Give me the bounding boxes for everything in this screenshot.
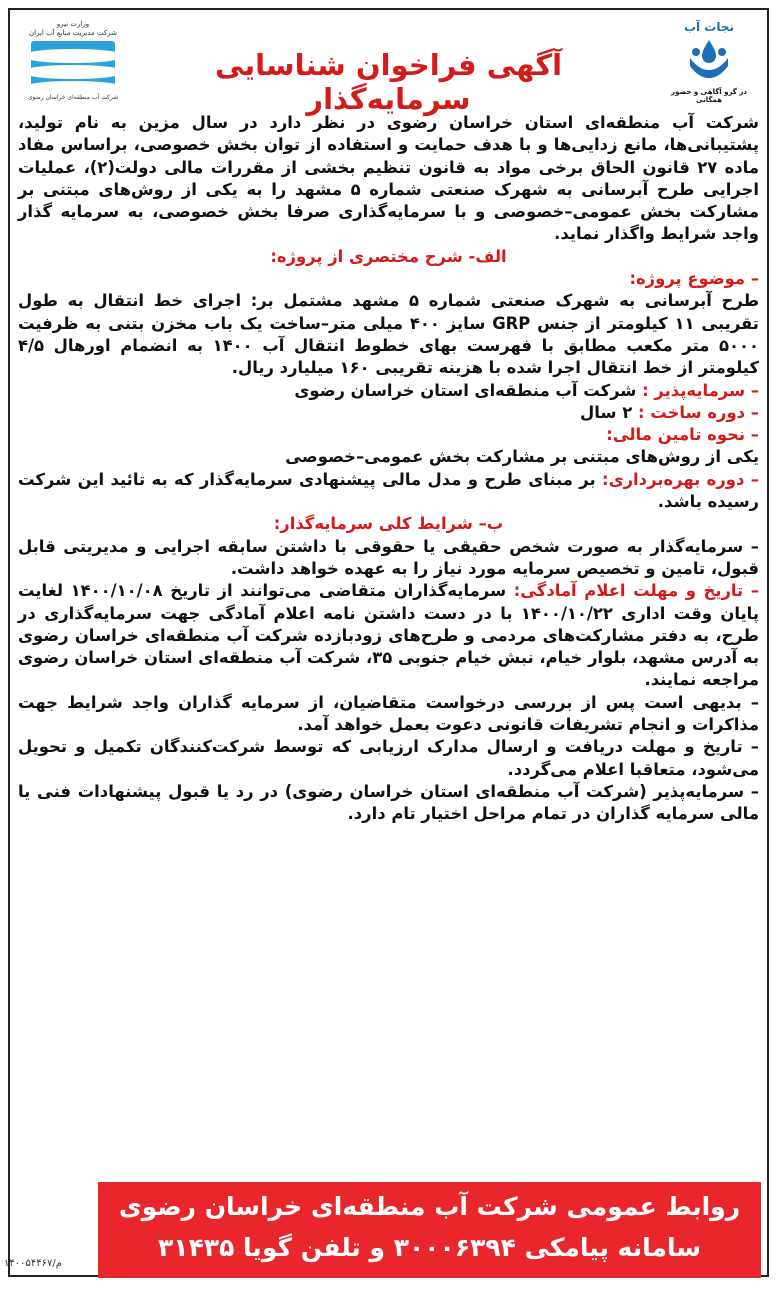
footer-line-2: سامانه پیامکی ۳۰۰۰۶۳۹۴ و تلفن گویا ۳۱۴۳۵ (158, 1233, 701, 1262)
water-waves-icon (31, 41, 115, 91)
host-value: شرکت آب منطقه‌ای استان خراسان رضوی (294, 380, 643, 400)
ad-body (18, 112, 759, 826)
subject-label: – موضوع پروژه: (629, 269, 759, 289)
condition-item-5: – سرمایه‌پذیر (شرکت آب منطقه‌ای استان خراسان رضوی) در رد یا قبول پیشنهادات فنی یا مالی سرمایه گذاران در تمام مراحل اختیار تام دارد. (18, 781, 759, 824)
company-logo-caption: شرکت آب منطقه‌ای خراسان رضوی (27, 94, 119, 101)
subject-label-line (18, 268, 759, 290)
period-label: – دوره ساخت : (637, 402, 759, 422)
ad-reference-code: ۱۴۰۰۵۴۴۶۷/م (4, 1258, 62, 1269)
period-line (18, 402, 759, 424)
finance-line (18, 424, 759, 446)
water-company-logo (18, 20, 128, 112)
condition-item-4: – تاریخ و مهلت دریافت و ارسال مدارک ارزیابی که توسط شرکت‌کنندگان تکمیل و تحویل می‌شود، متعاقبا اعلام می‌گردد. (18, 737, 759, 779)
ministry-name: وزارت نیرو (56, 20, 90, 28)
host-label: – سرمایه‌پذیر : (642, 380, 759, 400)
deadline-value: سرمایه‌گذاران متقاضی می‌توانند از تاریخ ۱۴۰۰/۱۰/۰۸ لغایت پایان وقت اداری ۱۴۰۰/۱۰/۲۲ با در دست داشتن نامه اعلام آمادگی جهت سرمایه‌گذاری در طرح، به دفتر مشارکت‌های مردمی و طرح‌های زودبازده شرکت آب منطقه‌ای خراسان رضوی به آدرس مشهد، بلوار خیام، نبش خیام جنوبی ۳۵، شرکت آب منطقه‌ای استان خراسان رضوی مراجعه نمایند. (18, 581, 760, 690)
host-line (18, 380, 759, 402)
operation-value: بر مبنای طرح و مدل مالی پیشنهادی سرمایه‌گذار که به تائید این شرکت رسیده باشد. (18, 469, 759, 512)
save-water-slogan: در گرو آگاهی و حضور همگانی (671, 88, 747, 104)
section-b-heading: ب– شرایط کلی سرمایه‌گذار: (273, 514, 504, 534)
subject-text: طرح آبرسانی به شهرک صنعتی شماره ۵ مشهد مشتمل بر: اجرای خط انتقال به طول تقریبی ۱۱ کیلومتر از جنس GRP سایز ۴۰۰ میلی متر–ساخت یک باب مخزن بتنی به ظرفیت ۵۰۰۰ متر مکعب مطابق با فهرست بهای خطوط انتقال آب ۱۴۰۰ به انضمام اورهال ۴/۵ کیلومتر از خط انتقال اجرا شده با هزینه تقریبی ۱۶۰ میلیارد ریال. (18, 291, 760, 378)
save-water-brand: نجات آب (683, 20, 735, 34)
page-title: آگهی فراخوان شناسایی سرمایه‌گذار (214, 48, 563, 116)
finance-label: – نحوه تامین مالی: (606, 425, 759, 445)
operation-label: – دوره بهره‌برداری: (602, 469, 759, 489)
org-name: شرکت مدیریت منابع آب ایران (29, 29, 117, 37)
operation-line (18, 469, 759, 514)
finance-value: یکی از روش‌های مبتنی بر مشارکت بخش عمومی–خصوصی (285, 447, 759, 467)
condition-item-1: – سرمایه‌گذار به صورت شخص حقیقی یا حقوقی با داشتن سابقه اجرایی و مدیریتی قابل قبول، تامین و تخصیص سرمایه مورد نیاز را به عهده خواهد داشت. (18, 536, 759, 578)
ad-header (10, 10, 767, 116)
intro-paragraph: شرکت آب منطقه‌ای استان خراسان رضوی در نظر دارد در سال مزین به نام تولید، پشتیبانی‌ها، مانع زدایی‌ها و با هدف حمایت و استفاده از توان بخش خصوصی، براساس مفاد ماده ۲۷ قانون الحاق برخی مواد به قانون تنظیم بخشی از مقررات مالی دولت(۲)، عملیات اجرایی طرح آبرسانی به شهرک صنعتی شماره ۵ مشهد را به یکی از روش‌های مبتنی بر مشارکت بخش عمومی–خصوصی و با سرمایه‌گذاری صرفا بخش خصوصی، به سرمایه گذار واجد شرایط واگذار نماید. (18, 113, 759, 244)
deadline-label: – تاریخ و مهلت اعلام آمادگی: (513, 581, 759, 601)
condition-item-3: – بدیهی است پس از بررسی درخواست متقاضیان، از سرمایه گذاران واجد شرایط جهت مذاکرات و انجام تشریفات قانونی دعوت بعمل خواهد آمد. (18, 692, 759, 735)
save-water-logo (659, 20, 759, 116)
hands-water-icon (686, 36, 732, 82)
deadline-line (18, 580, 759, 691)
period-value: ۲ سال (580, 402, 638, 422)
section-a-heading: الف- شرح مختصری از پروژه: (270, 246, 507, 266)
public-relations-banner (98, 1182, 761, 1278)
footer-line-1: روابط عمومی شرکت آب منطقه‌ای خراسان رضوی (118, 1192, 741, 1221)
